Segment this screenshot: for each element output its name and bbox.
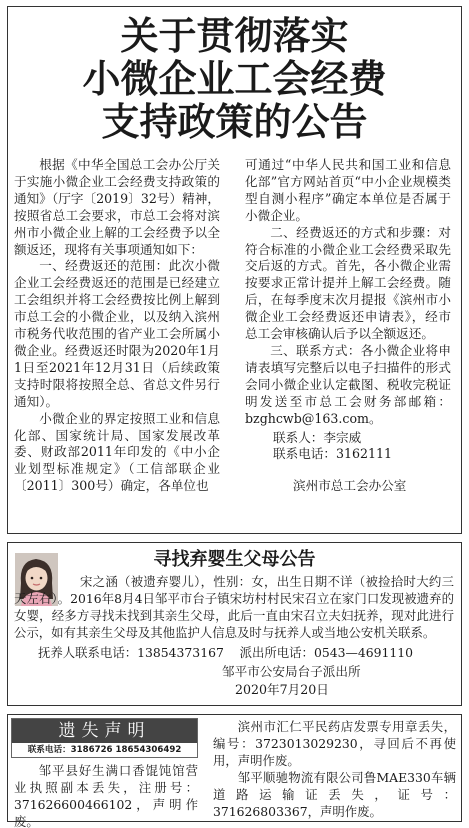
notice-box xyxy=(7,6,462,534)
lost-right-text-2: 邹平顺驰物流有限公司鲁MAE330车辆道路运输证丢失，证号：371626803367，声明作废。 xyxy=(213,770,456,819)
lost-box xyxy=(7,714,462,828)
contact-person: 联系人：李宗威 xyxy=(273,429,362,445)
notice-signature: 滨州市总工会办公室 xyxy=(293,478,407,494)
lost-right-notices xyxy=(213,718,456,820)
notice-title-line-1: 关于贯彻落实 xyxy=(120,14,349,58)
contact-phone: 联系电话：3162111 xyxy=(273,446,393,462)
notice-section-2: 二、经费返还的方式和步骤：对符合标准的小微企业工会经费采取先交后返的方式。首先，各小微企业需按要求正常计提并上解工会经费。随后，在每季度末次月提报《滨州市小微企业工会经费返还申请表》，经市总工会审核确认后予以全额返还。 xyxy=(245,224,451,342)
notice-title xyxy=(8,15,461,144)
lost-left-text: 邹平县好生满口香馄饨馆营业执照副本丢失，注册号：371626600466102，声明作废。 xyxy=(14,763,198,828)
seek-contact: 抚养人联系电话：13854373167 派出所电话：0543—4691110 xyxy=(38,645,414,660)
seek-signature: 邹平市公安局台子派出所 xyxy=(222,664,361,679)
seek-body-text: 宋之涵（被遗弃婴儿），性别：女，出生日期不详（被捡拾时大约三天左右）。2016年8月4日邹平市台子镇宋坊村村民宋召立在家门口发现被遗弃的女婴，经多方寻找未找到其亲生父母，此后一直由宋召立夫妇抚养，现对此进行公示，如有其亲生父母及其他监护人信息及时与抚养人或当地公安机关联系。 xyxy=(14,574,454,640)
lost-header-panel xyxy=(11,718,198,758)
notice-section-1-definition: 小微企业的界定按照工业和信息化部、国家统计局、国家发展改革委、财政部2011年印发的《中小企业划型标准规定》（工信部联企业〔2011〕300号）确定，各单位也 xyxy=(14,410,220,494)
lost-header: 遗失声明 xyxy=(12,719,197,743)
notice-continued: 可通过“中华人民共和国工业和信息化部”官方网站首页“中小企业规模类型自测小程序”确定本单位是否属于小微企业。 xyxy=(245,157,451,223)
lost-left-notice xyxy=(14,762,198,828)
lost-right-text-1: 滨州市汇仁平民药店发票专用章丢失，编号：3723013029230，寻回后不再使用，声明作废。 xyxy=(213,719,456,768)
notice-column-left xyxy=(14,157,220,495)
seek-title: 寻找弃婴生父母公告 xyxy=(153,549,316,570)
notice-title-line-3: 支持政策的公告 xyxy=(101,100,368,144)
seek-box xyxy=(7,542,462,706)
seek-date: 2020年7月20日 xyxy=(235,682,329,697)
notice-intro: 根据《中华全国总工会办公厅关于实施小微企业工会经费支持政策的通知》（厅字〔2019〕32号）精神，按照省总工会要求，市总工会将对滨州市小微企业上解的工会经费予以全额返还，现将有关事项通知如下： xyxy=(14,157,220,257)
notice-section-3: 三、联系方式：各小微企业将申请表填写完整后以电子扫描件的形式会同小微企业认定截图、税收完税证明发送至市总工会财务部邮箱：bzghcwb@163.com。 xyxy=(245,342,451,426)
seek-body xyxy=(14,574,454,642)
lost-phone: 联系电话：3186726 18654306492 xyxy=(27,745,182,755)
notice-column-right xyxy=(245,157,451,495)
notice-section-1: 一、经费返还的范围：此次小微企业工会经费返还的范围是已经建立工会组织并将工会经费按比例上解到市总工会的小微企业，以及纳入滨州市税务代收范围的省产业工会所属小微企业。经费返还时限为2020年1月1日至2021年12月31日（后续政策支持时限将按照全总、省总文件另行通知）。 xyxy=(14,258,220,409)
notice-title-line-2: 小微企业工会经费 xyxy=(82,57,387,101)
